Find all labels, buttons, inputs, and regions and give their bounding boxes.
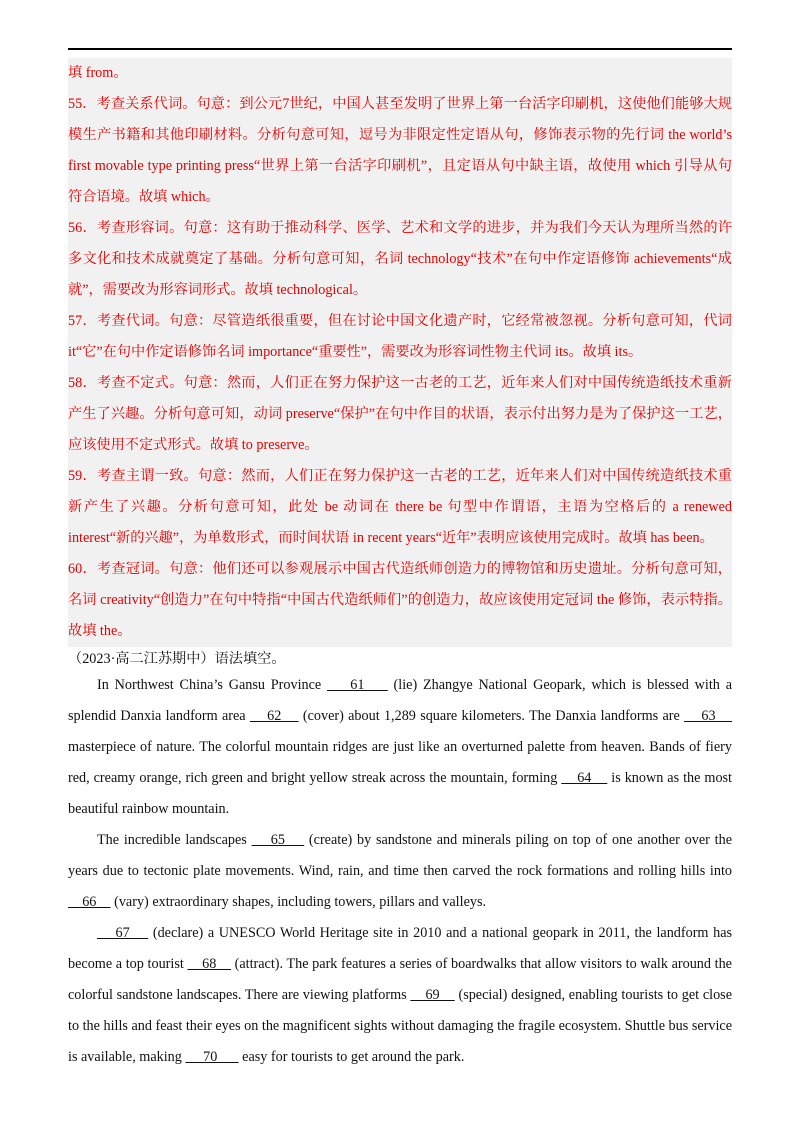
answer-blank[interactable]: 68 bbox=[187, 956, 231, 972]
exercise-source: （2023·高二江苏期中）语法填空。 bbox=[68, 651, 286, 667]
answer-item: 55．考查关系代词。句意：到公元7世纪，中国人甚至发明了世界上第一台活字印刷机，这使他们能够大规模生产书籍和其他印刷材料。分析句意可知，逗号为非限定性定语从句，修饰表示物的先行词 the world’s first movable type printing press“世界上第一台活字印刷机”，且定语从句中缺主语，故使用 which 引导从句符合语境。故填 which。 bbox=[68, 96, 732, 205]
passage-text: is known as the most beautiful rainbow mountain. bbox=[68, 770, 733, 817]
answer-item: 填 from。 bbox=[68, 65, 128, 81]
answer-blank[interactable]: 65 bbox=[251, 832, 305, 848]
passage-paragraph bbox=[68, 825, 732, 918]
passage-text: (cover) about 1,289 square kilometers. The Danxia landforms are bbox=[298, 708, 685, 724]
answer-blank[interactable]: 67 bbox=[97, 925, 149, 941]
answer-item: 56．考查形容词。句意：这有助于推动科学、医学、艺术和文学的进步，并为我们今天认为理所当然的许多文化和技术成就奠定了基础。分析句意可知，名词 technology“技术”在句中作定语修饰 achievements“成就”，需要改为形容词形式。故填 technological。 bbox=[68, 220, 732, 298]
passage-text: (lie) Zhangye National Geopark, which is blessed with a splendid Danxia landform area bbox=[68, 677, 732, 724]
passage-text: (declare) a UNESCO World Heritage site in 2010 and a national geopark in 2011, the landform has become a top tourist bbox=[68, 925, 733, 972]
answer-item: 59．考查主谓一致。句意：然而，人们正在努力保护这一古老的工艺，近年来人们对中国传统造纸技术重新产生了兴趣。分析句意可知，此处 be 动词在 there be 句型中作谓语，主语为空格后的 a renewed interest“新的兴趣”，为单数形式，而时间状语 in recent years“近年”表明应该使用完成时。故填 has been。 bbox=[68, 468, 732, 546]
answer-blank[interactable]: 66 bbox=[68, 894, 111, 910]
answer-blank[interactable]: 70 bbox=[185, 1049, 239, 1065]
passage-paragraph bbox=[68, 670, 732, 825]
passage-paragraph bbox=[68, 918, 732, 1073]
answer-item: 60．考查冠词。句意：他们还可以参观展示中国古代造纸师创造力的博物馆和历史遗址。分析句意可知，名词 creativity“创造力”在句中特指“中国古代造纸师们”的创造力，故应该使用定冠词 the 修饰，表示特指。故填 the。 bbox=[68, 561, 732, 639]
passage-text: In Northwest China’s Gansu Province bbox=[97, 677, 328, 693]
header-rule bbox=[68, 48, 732, 50]
passage-text: (vary) extraordinary shapes, including towers, pillars and valleys. bbox=[110, 894, 487, 910]
passage-text: (special) designed, enabling tourists to get close to the hills and feast their eyes on the magnificent sights without damaging the fragile ecosystem. Shuttle bus service is available, making bbox=[68, 987, 732, 1065]
answer-blank[interactable]: 69 bbox=[410, 987, 455, 1003]
answer-blank[interactable]: 61 bbox=[327, 677, 388, 693]
answer-explanations bbox=[68, 58, 732, 647]
answer-item: 57．考查代词。句意：尽管造纸很重要，但在讨论中国文化遗产时，它经常被忽视。分析句意可知，代词 it“它”在句中作定语修饰名词 importance“重要性”，需要改为形容词性物主代词 its。故填 its。 bbox=[68, 313, 732, 360]
passage-text: The incredible landscapes bbox=[97, 832, 252, 848]
passage-text: easy for tourists to get around the park. bbox=[238, 1049, 465, 1065]
cloze-passage bbox=[68, 670, 732, 1073]
answer-blank[interactable]: 64 bbox=[561, 770, 608, 786]
passage-text: (create) by sandstone and minerals piling on top of one another over the years due to tectonic plate movements. Wind, rain, and time then carved the rock formations and rolling hills into bbox=[68, 832, 732, 879]
passage-text: (attract). The park features a series of boardwalks that allow visitors to walk around the colorful sandstone landscapes. There are viewing platforms bbox=[68, 956, 732, 1003]
answer-item: 58．考查不定式。句意：然而，人们正在努力保护这一古老的工艺，近年来人们对中国传统造纸技术重新产生了兴趣。分析句意可知，动词 preserve“保护”在句中作目的状语，表示付出努力是为了保护这一工艺，应该使用不定式形式。故填 to preserve。 bbox=[68, 375, 732, 453]
passage-text: masterpiece of nature. The colorful mountain ridges are just like an overturned palette from heaven. Bands of fiery red, creamy orange, rich green and bright yellow streak across the mountain, forming bbox=[68, 739, 732, 786]
answer-blank[interactable]: 62 bbox=[249, 708, 299, 724]
answer-blank[interactable]: 63 bbox=[684, 708, 733, 724]
